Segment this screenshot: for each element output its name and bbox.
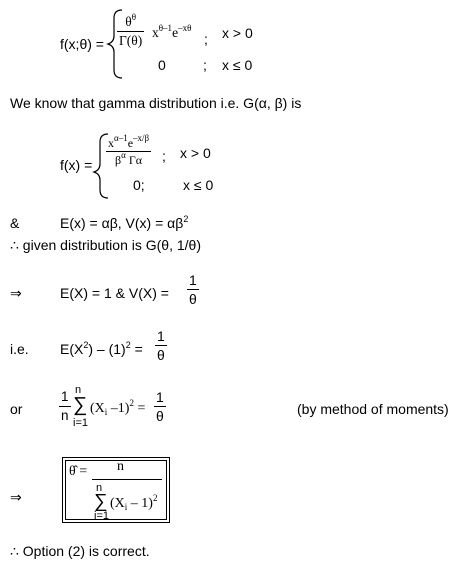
or-body: ($X_i$ –1)$^2$ = — [90, 398, 146, 417]
pdf-lhs: f(x;θ) = — [60, 36, 104, 52]
answer-sum-top: n — [96, 482, 103, 494]
ie-denominator: θ — [157, 347, 165, 363]
moments-amp: & — [10, 215, 20, 231]
pdf-cond2: x ≤ 0 — [222, 57, 253, 73]
or-left-numerator: 1 — [61, 389, 69, 404]
implies-fraction — [187, 273, 199, 306]
or-sum-sign: ∑ — [73, 394, 88, 416]
or-left-denominator: n — [61, 407, 69, 423]
intro-text: We know that gamma distribution i.e. G(α, β) is — [10, 95, 302, 111]
or-right-denominator: θ — [156, 408, 164, 424]
or-sum-top: n — [75, 384, 82, 396]
pdf-denominator: Γ(θ) — [119, 32, 143, 48]
implies-text: E(X) = 1 & V(X) = — [60, 285, 169, 301]
implies-arrow: ⇒ — [10, 285, 22, 301]
conclusion-line: ∴ Option (2) is correct. — [10, 543, 150, 559]
answer-lhs: θ̂ = — [69, 464, 88, 479]
answer-numerator: n — [117, 459, 124, 474]
gamma-fraction — [106, 133, 151, 167]
implies-numerator: 1 — [189, 272, 197, 288]
pdf-sep2: ; — [203, 57, 207, 73]
answer-fraction-bar — [92, 479, 162, 480]
pdf-cond1: x > 0 — [222, 25, 253, 41]
implies-denominator: θ — [189, 291, 197, 307]
ie-text: $E(X^2) - (1)^2$ = — [60, 340, 143, 357]
pdf-sep: ; — [204, 31, 208, 47]
ie-label: i.e. — [10, 341, 29, 357]
answer-denominator-body: $(X_i - 1)^2$ — [110, 493, 158, 512]
pdf-fraction — [117, 12, 144, 48]
therefore-line: ∴ given distribution is G(θ, 1/θ) — [10, 237, 201, 253]
gamma-cond1: x > 0 — [180, 145, 211, 161]
ie-fraction — [155, 329, 167, 362]
or-sum-bottom: i=1 — [73, 417, 88, 429]
or-left-fraction — [59, 390, 71, 422]
moments-text: E(x) = αβ, $V(x) = \alpha\beta^2$ — [60, 214, 189, 231]
gamma-denominator: $\beta^\alpha$ Γα — [115, 150, 143, 167]
gamma-lhs: f(x) = — [60, 157, 93, 173]
gamma-cond2: x ≤ 0 — [183, 177, 214, 193]
answer-arrow: ⇒ — [10, 489, 22, 505]
or-right-numerator: 1 — [156, 389, 164, 405]
gamma-numerator: $x^{\alpha-1}e^{-x/\beta}$ — [108, 133, 150, 150]
ie-numerator: 1 — [157, 328, 165, 344]
or-label: or — [10, 401, 23, 417]
or-right-fraction — [154, 390, 166, 423]
answer-sum-sign: ∑ — [94, 491, 108, 512]
pdf-tail: $x^{\theta-1}e^{-x\theta}$ — [152, 23, 192, 40]
gamma-sep: ; — [162, 148, 166, 164]
answer-sum-bottom: i=1 — [94, 510, 109, 522]
pdf-numerator: $\theta^\theta$ — [125, 12, 137, 29]
method-note: (by method of moments) — [297, 401, 449, 417]
gamma-zero: 0; — [133, 177, 145, 193]
pdf-zero: 0 — [158, 57, 166, 73]
